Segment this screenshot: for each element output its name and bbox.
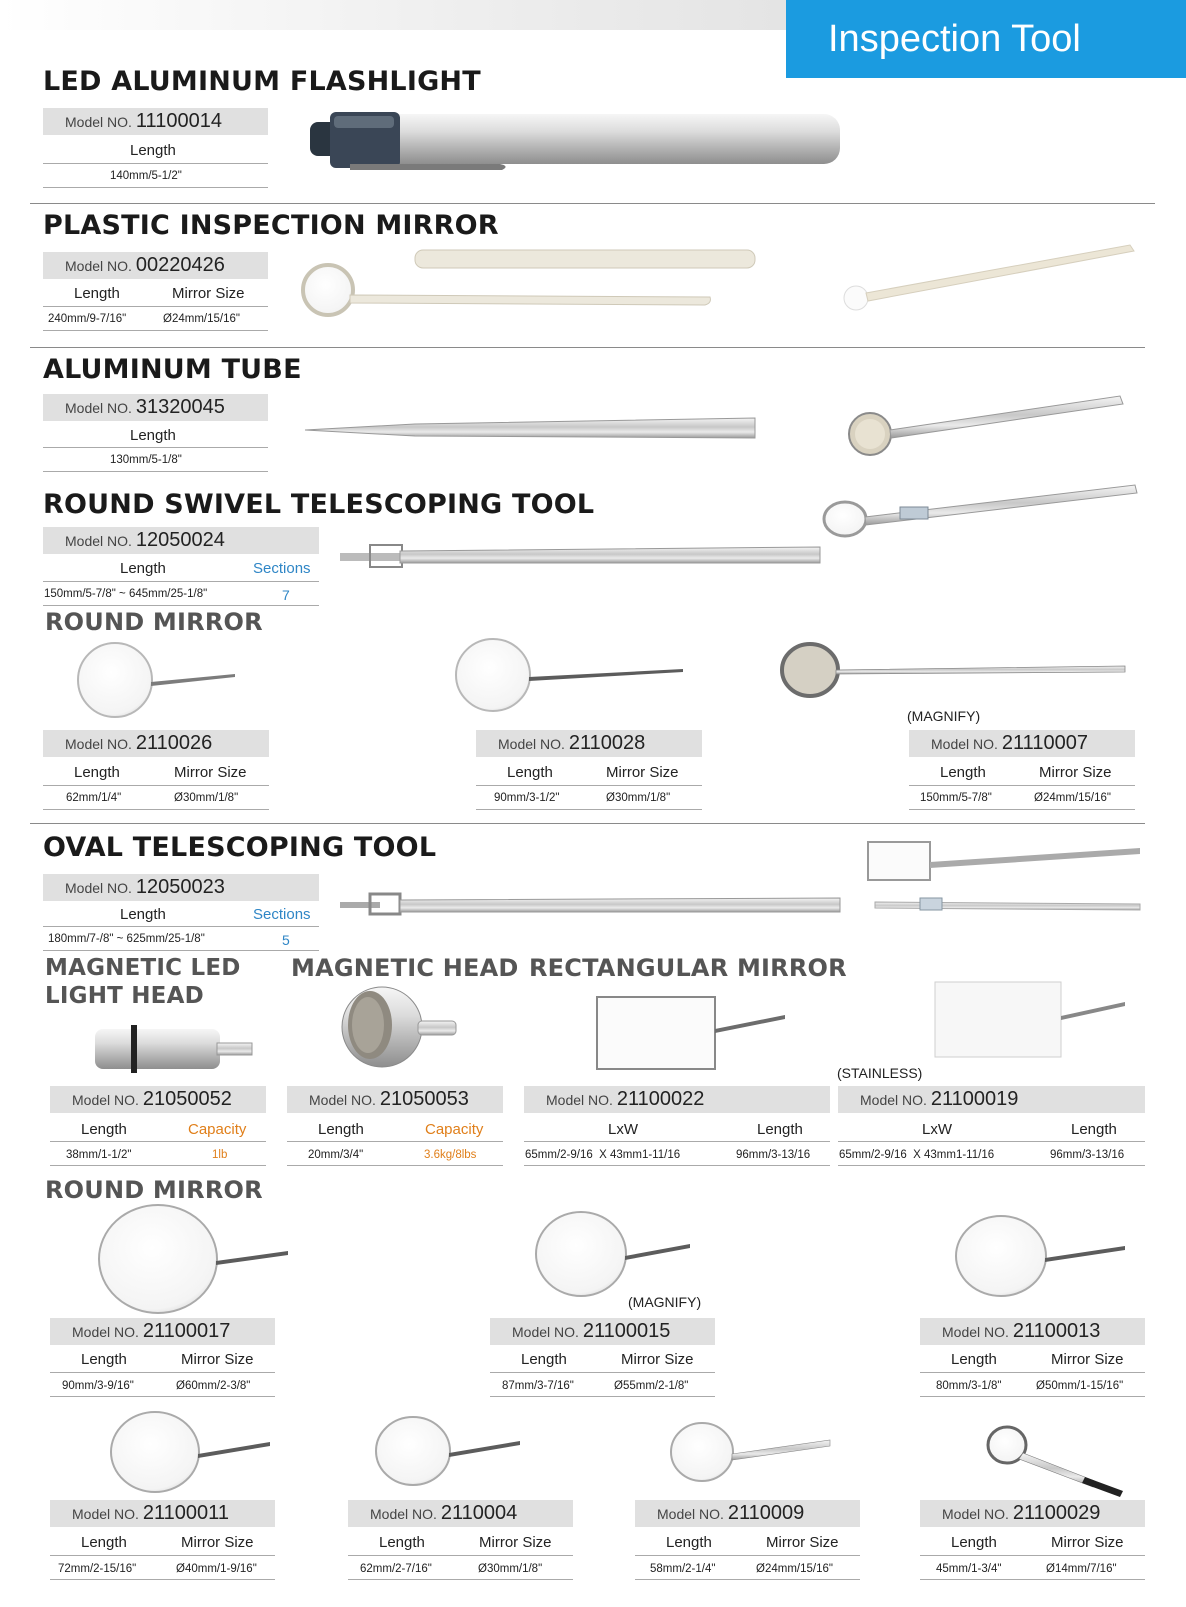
mirror-size-label: Mirror Size xyxy=(479,1534,552,1551)
section-title-rect-mirror: RECTANGULAR MIRROR xyxy=(529,954,847,982)
length-value: 72mm/2-15/16" xyxy=(58,1563,137,1575)
model-number: 21050053 xyxy=(379,1088,469,1110)
capacity-value: 1lb xyxy=(212,1149,228,1161)
table-rule xyxy=(476,809,702,810)
model-number: 11100014 xyxy=(135,110,222,132)
model-label: Model NO. xyxy=(65,400,132,416)
table-rule xyxy=(50,1555,275,1556)
model-bar xyxy=(920,1500,1145,1527)
mirror-size-label: Mirror Size xyxy=(766,1534,839,1551)
table-rule xyxy=(43,330,268,331)
section-divider xyxy=(30,823,1145,824)
model-number: 12050023 xyxy=(135,876,225,898)
rect-mirror-image xyxy=(595,995,790,1075)
page-title: Inspection Tool xyxy=(786,0,1186,78)
length-label: Length xyxy=(951,1534,997,1551)
length-value: 150mm/5-7/8" xyxy=(920,792,992,804)
table-rule xyxy=(43,950,319,951)
sections-label: Sections xyxy=(253,906,311,923)
capacity-label: Capacity xyxy=(425,1121,484,1138)
table-rule xyxy=(476,785,702,786)
model-number: 21110007 xyxy=(1001,732,1088,754)
length-value: 87mm/3-7/16" xyxy=(502,1380,574,1392)
model-number: 21100011 xyxy=(142,1502,229,1524)
model-number: 12050024 xyxy=(135,529,225,551)
model-bar xyxy=(524,1086,830,1113)
table-rule xyxy=(635,1579,860,1580)
length-label: Length xyxy=(507,764,553,781)
table-rule xyxy=(838,1141,1145,1142)
model-bar xyxy=(490,1318,715,1345)
table-rule xyxy=(50,1141,266,1142)
length-value: 140mm/5-1/2" xyxy=(110,170,182,182)
table-rule xyxy=(43,306,268,307)
magnetic-led-image xyxy=(95,1025,260,1075)
table-rule xyxy=(50,1579,275,1580)
length-label: Length xyxy=(81,1121,127,1138)
length-label: Length xyxy=(951,1351,997,1368)
length-value: 45mm/1-3/4" xyxy=(936,1563,1002,1575)
model-number: 00220426 xyxy=(135,254,225,276)
lxw-value: 65mm/2-9/16 X 43mm1-11/16 xyxy=(839,1149,995,1161)
magnify-note: (MAGNIFY) xyxy=(628,1294,702,1310)
model-label: Model NO. xyxy=(860,1092,927,1108)
model-label: Model NO. xyxy=(72,1324,139,1340)
model-label: Model NO. xyxy=(657,1506,724,1522)
table-rule xyxy=(909,785,1135,786)
model-bar xyxy=(50,1318,275,1345)
model-bar xyxy=(920,1318,1145,1345)
length-label: Length xyxy=(757,1121,803,1138)
flashlight-image xyxy=(310,108,840,178)
model-label: Model NO. xyxy=(65,114,132,130)
model-label: Model NO. xyxy=(942,1324,1009,1340)
length-label: Length xyxy=(379,1534,425,1551)
model-bar-oval-telescoping xyxy=(43,874,319,901)
table-rule xyxy=(490,1372,715,1373)
section-title-round-mirror: ROUND MIRROR xyxy=(45,608,263,636)
capacity-label: Capacity xyxy=(188,1121,247,1138)
aluminum-tube-image xyxy=(305,390,1135,460)
header-band xyxy=(0,0,786,30)
length-label: Length xyxy=(521,1351,567,1368)
round-mirror-magnify-image xyxy=(535,1210,695,1300)
model-label: Model NO. xyxy=(546,1092,613,1108)
stainless-note: (STAINLESS) xyxy=(837,1065,923,1081)
lxw-label: LxW xyxy=(608,1121,638,1138)
round-mirror-magnify-image xyxy=(780,640,1130,710)
mirror-size-label: Mirror Size xyxy=(1051,1351,1124,1368)
mirror-size-label: Mirror Size xyxy=(172,285,245,302)
mirror-size-label: Mirror Size xyxy=(1039,764,1112,781)
model-bar xyxy=(43,730,269,757)
magnify-note: (MAGNIFY) xyxy=(907,708,981,724)
round-mirror-image xyxy=(98,1205,293,1315)
table-rule xyxy=(43,581,319,582)
round-mirror-image xyxy=(955,1210,1130,1300)
magnetic-head-image xyxy=(340,985,460,1075)
length-value: 62mm/2-7/16" xyxy=(360,1563,432,1575)
table-rule xyxy=(490,1396,715,1397)
round-mirror-image xyxy=(670,1420,835,1485)
table-rule xyxy=(920,1579,1145,1580)
table-rule xyxy=(43,447,268,448)
table-rule xyxy=(635,1555,860,1556)
length-label: Length xyxy=(120,560,166,577)
length-label: Length xyxy=(81,1534,127,1551)
length-label: Length xyxy=(130,427,176,444)
model-bar xyxy=(635,1500,860,1527)
model-bar xyxy=(838,1086,1145,1113)
mirror-size-label: Mirror Size xyxy=(1051,1534,1124,1551)
model-number: 31320045 xyxy=(135,396,225,418)
model-bar xyxy=(50,1500,275,1527)
model-number: 2110026 xyxy=(135,732,213,754)
model-label: Model NO. xyxy=(65,880,132,896)
length-value: 96mm/3-13/16 xyxy=(736,1149,811,1161)
table-rule xyxy=(524,1165,830,1166)
model-bar-aluminum-tube xyxy=(43,394,268,421)
mirror-size-value: Ø30mm/1/8" xyxy=(478,1563,543,1575)
length-label: Length xyxy=(318,1121,364,1138)
mirror-size-value: Ø14mm/7/16" xyxy=(1046,1563,1117,1575)
model-label: Model NO. xyxy=(498,736,565,752)
length-value: 20mm/3/4" xyxy=(308,1149,364,1161)
rect-mirror-stainless-image xyxy=(933,980,1133,1060)
model-label: Model NO. xyxy=(65,736,132,752)
sections-value: 5 xyxy=(282,932,290,948)
model-label: Model NO. xyxy=(370,1506,437,1522)
model-number: 21100029 xyxy=(1012,1502,1101,1524)
round-mirror-image xyxy=(985,1425,1125,1495)
lxw-value: 65mm/2-9/16 X 43mm1-11/16 xyxy=(525,1149,681,1161)
mirror-size-label: Mirror Size xyxy=(181,1534,254,1551)
round-mirror-image xyxy=(110,1410,275,1495)
table-rule xyxy=(50,1396,275,1397)
model-bar xyxy=(348,1500,573,1527)
section-title-flashlight: LED ALUMINUM FLASHLIGHT xyxy=(43,66,481,97)
length-value: 90mm/3-1/2" xyxy=(494,792,560,804)
section-title-oval-telescoping: OVAL TELESCOPING TOOL xyxy=(43,832,437,863)
title-line: LIGHT HEAD xyxy=(45,983,204,1009)
table-rule xyxy=(287,1141,503,1142)
model-label: Model NO. xyxy=(65,533,132,549)
mirror-size-label: Mirror Size xyxy=(181,1351,254,1368)
model-label: Model NO. xyxy=(72,1506,139,1522)
section-title-magnetic-head: MAGNETIC HEAD xyxy=(291,954,519,982)
length-label: Length xyxy=(940,764,986,781)
section-title-round-swivel: ROUND SWIVEL TELESCOPING TOOL xyxy=(43,489,595,520)
model-label: Model NO. xyxy=(72,1092,139,1108)
mirror-size-value: Ø55mm/2-1/8" xyxy=(614,1380,689,1392)
section-title-aluminum-tube: ALUMINUM TUBE xyxy=(43,354,302,385)
length-value: 180mm/7-/8" ~ 625mm/25-1/8" xyxy=(48,933,205,945)
section-divider xyxy=(30,203,1155,204)
capacity-value: 3.6kg/8lbs xyxy=(424,1149,477,1161)
mirror-size-label: Mirror Size xyxy=(174,764,247,781)
round-mirror-image xyxy=(375,1415,525,1490)
model-number: 2110004 xyxy=(440,1502,518,1524)
mirror-size-value: Ø24mm/15/16" xyxy=(1034,792,1111,804)
mirror-size-value: Ø30mm/1/8" xyxy=(174,792,239,804)
plastic-mirror-image xyxy=(300,245,1160,325)
length-value: 90mm/3-9/16" xyxy=(62,1380,134,1392)
table-rule xyxy=(920,1396,1145,1397)
model-number: 21100019 xyxy=(930,1088,1019,1110)
length-label: Length xyxy=(81,1351,127,1368)
length-label: Length xyxy=(130,142,176,159)
model-bar xyxy=(909,730,1135,757)
length-value: 80mm/3-1/8" xyxy=(936,1380,1002,1392)
model-label: Model NO. xyxy=(65,258,132,274)
table-rule xyxy=(909,809,1135,810)
section-title-plastic-mirror: PLASTIC INSPECTION MIRROR xyxy=(43,210,499,241)
table-rule xyxy=(920,1372,1145,1373)
model-bar xyxy=(476,730,702,757)
table-rule xyxy=(524,1141,830,1142)
mirror-size-label: Mirror Size xyxy=(606,764,679,781)
section-divider xyxy=(30,347,1145,348)
section-title-round-mirror: ROUND MIRROR xyxy=(45,1176,263,1204)
length-label: Length xyxy=(74,764,120,781)
lxw-label: LxW xyxy=(922,1121,952,1138)
oval-telescoping-image xyxy=(340,838,1140,918)
length-label: Length xyxy=(120,906,166,923)
model-number: 21100017 xyxy=(142,1320,231,1342)
length-label: Length xyxy=(1071,1121,1117,1138)
table-rule xyxy=(348,1555,573,1556)
length-value: 96mm/3-13/16 xyxy=(1050,1149,1125,1161)
round-mirror-image xyxy=(453,635,693,715)
model-number: 21100022 xyxy=(616,1088,705,1110)
model-bar xyxy=(50,1086,266,1113)
table-rule xyxy=(50,1165,266,1166)
mirror-size-value: Ø40mm/1-9/16" xyxy=(176,1563,257,1575)
model-label: Model NO. xyxy=(309,1092,376,1108)
table-rule xyxy=(50,1372,275,1373)
model-bar-plastic-mirror xyxy=(43,252,268,279)
model-bar-round-swivel xyxy=(43,527,319,554)
mirror-size-value: Ø24mm/15/16" xyxy=(163,313,240,325)
length-value: 38mm/1-1/2" xyxy=(66,1149,132,1161)
length-value: 58mm/2-1/4" xyxy=(650,1563,716,1575)
mirror-size-value: Ø50mm/1-15/16" xyxy=(1036,1380,1124,1392)
mirror-size-value: Ø24mm/15/16" xyxy=(756,1563,833,1575)
round-mirror-image xyxy=(75,640,245,720)
table-rule xyxy=(43,471,268,472)
model-number: 21100015 xyxy=(582,1320,671,1342)
model-number: 21050052 xyxy=(142,1088,232,1110)
table-rule xyxy=(43,163,268,164)
model-bar-flashlight xyxy=(43,108,268,135)
length-label: Length xyxy=(74,285,120,302)
length-value: 240mm/9-7/16" xyxy=(48,313,127,325)
title-line: MAGNETIC LED xyxy=(45,955,241,981)
table-rule xyxy=(43,187,268,188)
sections-value: 7 xyxy=(282,587,290,603)
table-rule xyxy=(43,926,319,927)
length-label: Length xyxy=(666,1534,712,1551)
section-title-magnetic-led xyxy=(45,954,241,1010)
model-label: Model NO. xyxy=(931,736,998,752)
length-value: 62mm/1/4" xyxy=(66,792,122,804)
round-swivel-image xyxy=(340,485,1140,585)
mirror-size-value: Ø60mm/2-3/8" xyxy=(176,1380,251,1392)
model-number: 21100013 xyxy=(1012,1320,1101,1342)
model-label: Model NO. xyxy=(512,1324,579,1340)
table-rule xyxy=(43,809,269,810)
model-number: 2110028 xyxy=(568,732,646,754)
sections-label: Sections xyxy=(253,560,311,577)
mirror-size-value: Ø30mm/1/8" xyxy=(606,792,671,804)
table-rule xyxy=(920,1555,1145,1556)
table-rule xyxy=(838,1165,1145,1166)
table-rule xyxy=(43,605,319,606)
model-label: Model NO. xyxy=(942,1506,1009,1522)
table-rule xyxy=(348,1579,573,1580)
model-number: 2110009 xyxy=(727,1502,805,1524)
length-value: 150mm/5-7/8" ~ 645mm/25-1/8" xyxy=(44,588,208,600)
model-bar xyxy=(287,1086,503,1113)
mirror-size-label: Mirror Size xyxy=(621,1351,694,1368)
table-rule xyxy=(287,1165,503,1166)
table-rule xyxy=(43,785,269,786)
length-value: 130mm/5-1/8" xyxy=(110,454,182,466)
